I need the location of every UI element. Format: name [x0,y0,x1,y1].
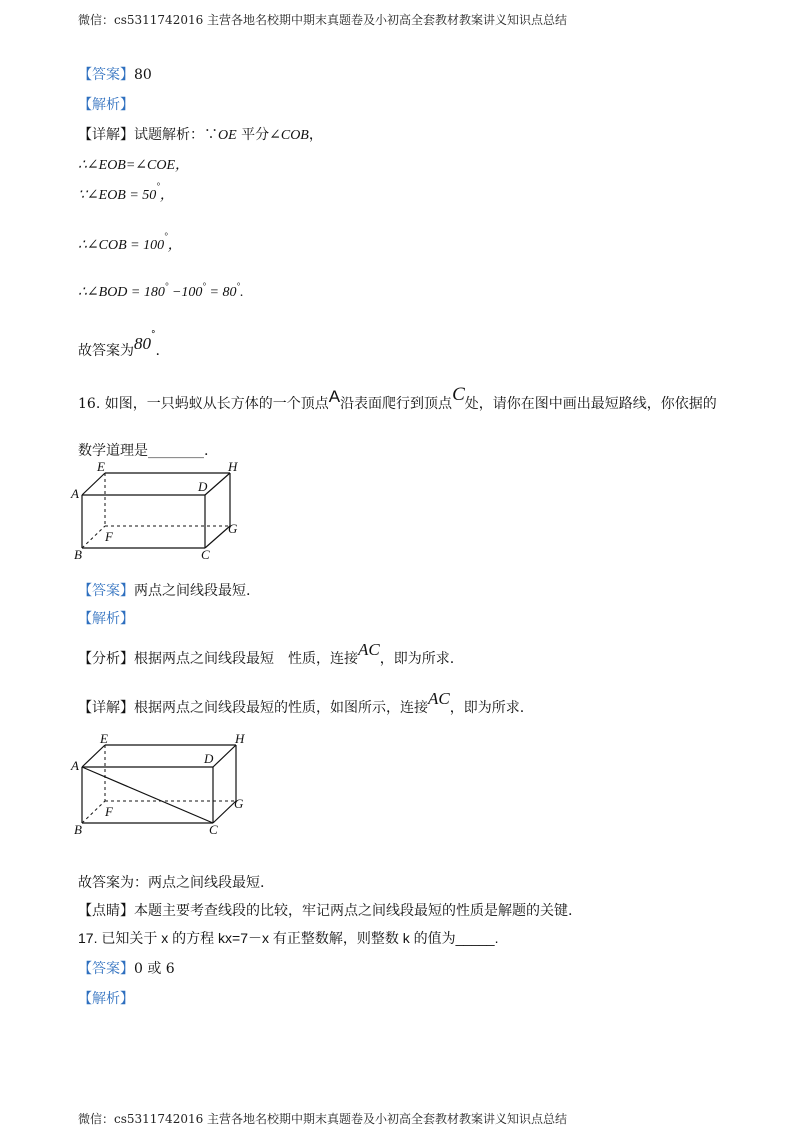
label-h: H [228,459,238,474]
q15-line3: ∵∠EOB = 50°， [78,181,174,203]
q16-answer-line: 【答案】两点之间线段最短. [78,583,251,599]
analysis-tag: 【解析】 [78,97,134,113]
label-e: E [97,459,105,474]
svg-text:H: H [235,731,245,746]
edge-ae [82,473,105,495]
q17-stem: 17. 已知关于 x 的方程 kx=7－x 有正整数解，则整数 k 的值为_____. [78,930,499,946]
shortest-path-ac [82,767,213,823]
page-header: 微信：cs5311742016 主营各地名校期中期末真题卷及小初高全套教材教案讲义知识点总结 [78,13,568,27]
edge-dh [205,473,230,495]
q15-detail-line: 【详解】试题解析：∵OE 平分∠COB， [78,127,323,143]
label-d: D [198,479,208,494]
q16-final: 故答案为：两点之间线段最短. [78,875,265,891]
q15-line4: ∴∠COB = 100°， [78,231,182,253]
q16-detail: 【详解】根据两点之间线段最短的性质，如图所示，连接AC，即为所求. [78,689,525,716]
page-footer: 微信：cs5311742016 主营各地名校期中期末真题卷及小初高全套教材教案讲义知识点总结 [78,1112,568,1126]
q16-stem: 16. 如图，一只蚂蚁从长方体的一个顶点A沿表面爬行到顶点C处，请你在图中画出最短路线，你依据的 [78,384,717,412]
detail-tag: 【详解】 [78,127,134,143]
label-g: G [228,521,238,536]
svg-text:C: C [209,822,218,837]
hidden-edge-bf [82,526,105,548]
q16-fenxi: 【分析】根据两点之间线段最短 性质，连接AC，即为所求. [78,640,455,667]
svg-text:F: F [105,804,113,819]
edge-cg [205,526,230,548]
svg-text:D: D [204,751,214,766]
label-f: F [105,529,113,544]
svg-text:E: E [100,731,108,746]
label-b: B [74,547,82,562]
q16-stem-line2: 数学道理是________. [78,443,209,459]
q15-line2: ∴∠EOB=∠COE， [78,158,190,173]
q16-dianjing: 【点睛】本题主要考查线段的比较，牢记两点之间线段最短的性质是解题的关键. [78,903,573,919]
q17-answer-line: 【答案】0 或 6 [78,961,175,977]
cuboid-figure [70,458,250,563]
q15-answer-line [78,64,152,84]
q15-line5: ∴∠BOD = 180° −100° = 80°. [78,281,244,300]
svg-text:G: G [234,796,244,811]
q15-final: 故答案为80°. [78,330,160,359]
svg-text:A: A [71,758,79,773]
cuboid-figure-with-path [70,730,250,838]
q17-analysis-tag: 【解析】 [78,991,134,1007]
label-a: A [71,486,79,501]
svg-text:B: B [74,822,82,837]
answer-tag: 【答案】 [78,67,134,83]
q16-analysis-tag: 【解析】 [78,611,134,627]
label-c: C [201,547,210,562]
q15-answer: 80 [134,67,152,83]
